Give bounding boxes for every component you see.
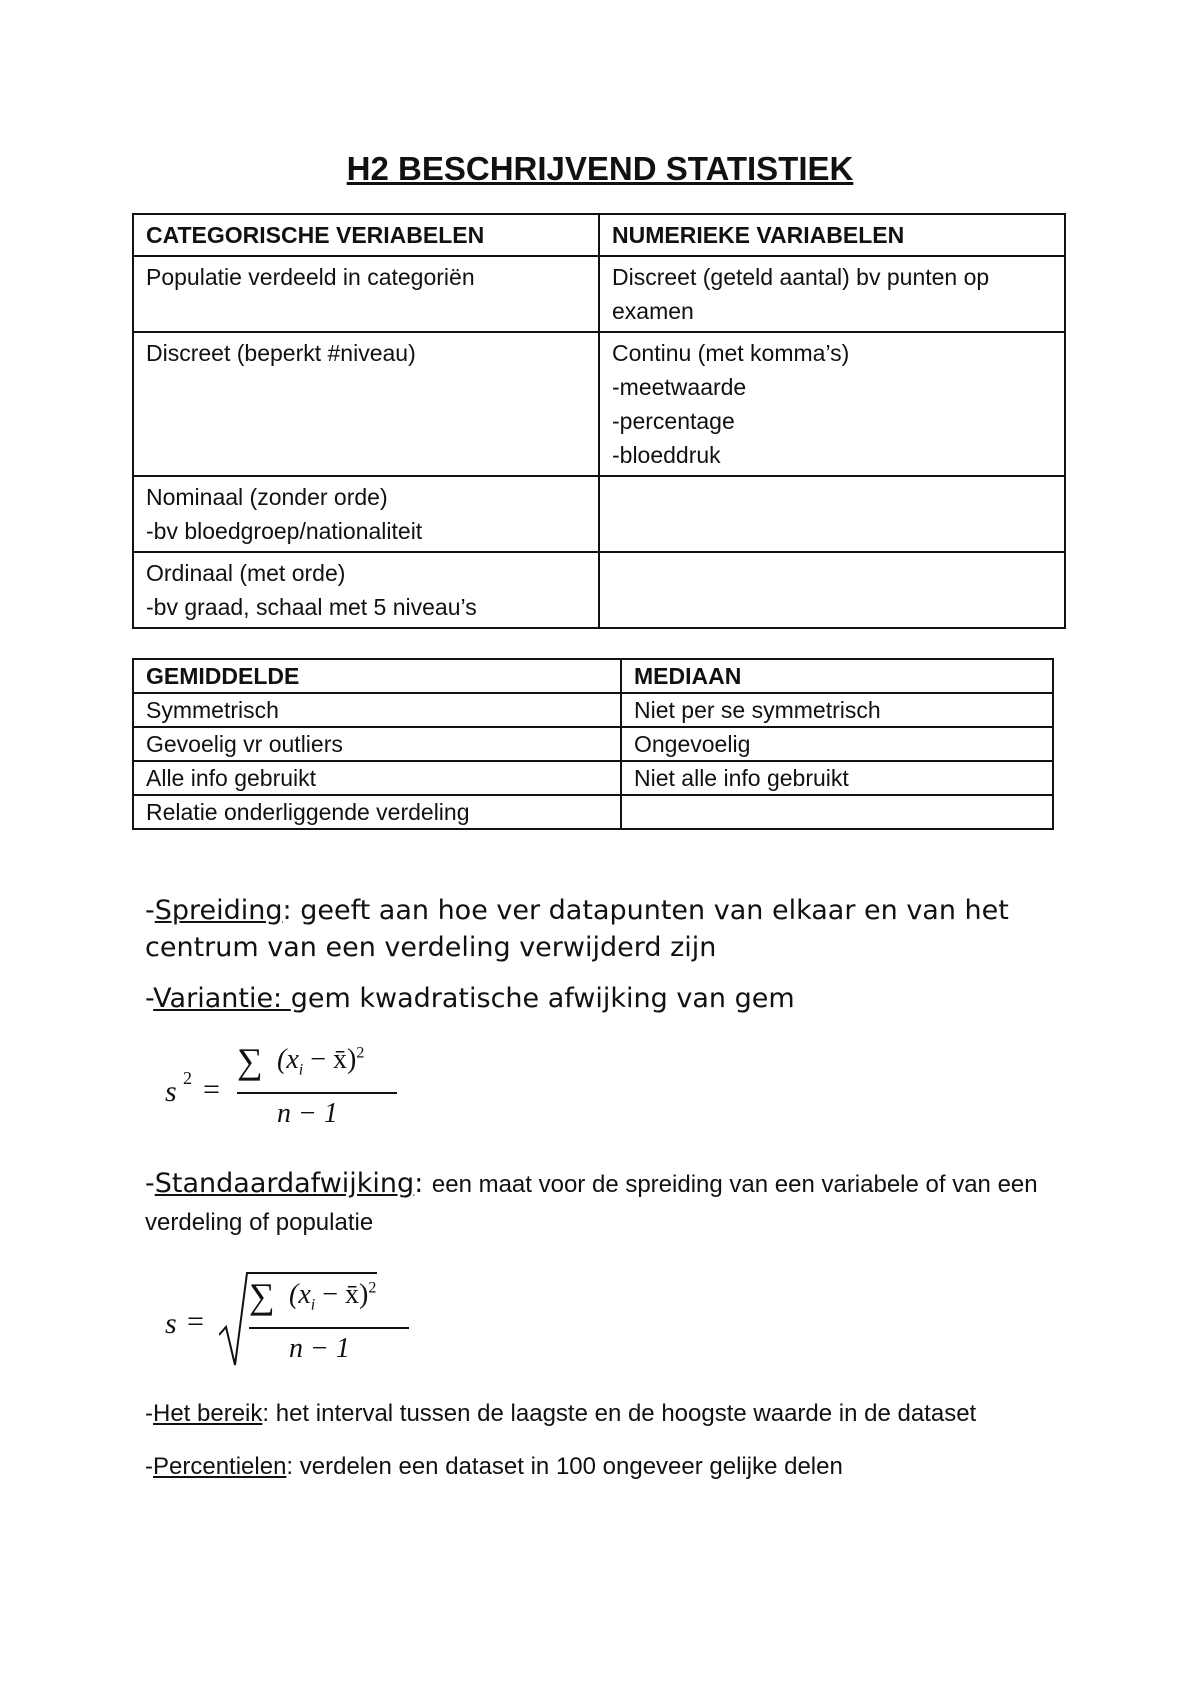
numerator-x: (x [277,1044,299,1075]
table-cell: Ongevoelig [621,727,1053,761]
numerator-mean: − x̄) [303,1044,357,1075]
numerator-subscript: i [310,1296,316,1314]
dash: - [145,983,154,1014]
fraction-bar [237,1092,397,1094]
standaardafwijking-text: een maat voor de spreiding van een variabele of van een verdeling of populatie [145,1171,1038,1236]
table-cell: Symmetrisch [133,693,621,727]
table-cell [599,552,1065,628]
standaardafwijking-paragraph [145,1165,1095,1241]
formula-numerator [289,1279,376,1315]
table-cell [599,256,1065,332]
numerator-exponent: 2 [368,1279,377,1297]
numerator-mean: − x̄) [315,1279,369,1310]
cell-line: Discreet (beperkt #niveau) [146,340,416,366]
table-cell: Gevoelig vr outliers [133,727,621,761]
percentielen-paragraph [145,1448,1095,1485]
numerator-subscript: i [298,1061,304,1079]
table-cell [599,332,1065,476]
percentielen-term: Percentielen [153,1453,287,1480]
variantie-term: Variantie: [153,983,291,1014]
numerator-exponent: 2 [356,1044,365,1062]
cell-line: Nominaal (zonder orde) [146,484,388,510]
sum-symbol: ∑ [237,1041,263,1081]
cell-line: -percentage [612,408,735,434]
variantie-paragraph [145,980,1095,1017]
cell-line: -bloeddruk [612,442,721,468]
formula-numerator [277,1044,364,1080]
dash: - [145,895,155,926]
formula-equals: = [203,1073,220,1106]
variantie-text: gem kwadratische afwijking van gem [290,983,795,1014]
cell-line: -meetwaarde [612,374,747,400]
cell-line: examen [612,298,694,324]
bereik-paragraph [145,1395,1095,1432]
bereik-text: : het interval tussen de laagste en de hoogste waarde in de dataset [262,1400,977,1427]
table-header-cell: CATEGORISCHE VERIABELEN [133,214,599,256]
spreiding-term: Spreiding [154,895,283,926]
table-cell [133,552,599,628]
table-row [133,552,1065,628]
formula-lhs-exponent: 2 [183,1068,192,1088]
standaardafwijking-term: Standaardafwijking [154,1168,415,1199]
formula-equals: = [187,1305,204,1338]
sum-symbol: ∑ [249,1276,275,1316]
cell-line: Discreet (geteld aantal) bv punten op [612,264,990,290]
variance-formula [165,1040,405,1140]
cell-line: Ordinaal (met orde) [146,560,346,586]
variables-table [132,213,1066,629]
page-title: H2 BESCHRIJVEND STATISTIEK [346,150,854,187]
table-cell: Niet alle info gebruikt [621,761,1053,795]
table-row [133,476,1065,552]
table-row [133,693,1053,727]
table-header-row [133,659,1053,693]
table-cell [133,256,599,332]
table-row [133,727,1053,761]
dash: - [145,1400,153,1427]
percentielen-text: : verdelen een dataset in 100 ongeveer gelijke delen [286,1453,843,1480]
cell-line: Continu (met komma’s) [612,340,850,366]
table-cell [621,795,1053,829]
colon: : [414,1168,432,1199]
numerator-x: (x [289,1279,311,1310]
table-header-cell: NUMERIEKE VARIABELEN [599,214,1065,256]
dash: - [145,1168,155,1199]
sd-formula [165,1265,425,1375]
formula-lhs: s [165,1075,177,1108]
table-cell: Alle info gebruikt [133,761,621,795]
cell-line: Populatie verdeeld in categoriën [146,264,475,290]
table-row [133,761,1053,795]
fraction-bar [249,1327,409,1329]
table-cell [133,332,599,476]
table-cell [133,476,599,552]
spreiding-text: : geeft aan hoe ver datapunten van elkaar en van het centrum van een verdeling verwijderd zijn [145,895,1009,963]
formula-denominator: n − 1 [289,1333,350,1364]
table-header-cell: MEDIAAN [621,659,1053,693]
table-row [133,332,1065,476]
table-header-cell: GEMIDDELDE [133,659,621,693]
table-cell [599,476,1065,552]
table-row [133,795,1053,829]
formula-lhs: s [165,1307,177,1340]
spreiding-paragraph [145,892,1095,966]
table-header-row [133,214,1065,256]
cell-line: -bv graad, schaal met 5 niveau’s [146,594,477,620]
cell-line: -bv bloedgroep/nationaliteit [146,518,423,544]
formula-denominator: n − 1 [277,1098,338,1129]
table-cell: Niet per se symmetrisch [621,693,1053,727]
dash: - [145,1453,153,1480]
bereik-term: Het bereik [153,1400,263,1427]
table-cell: Relatie onderliggende verdeling [133,795,621,829]
table-row [133,256,1065,332]
mean-median-table [132,658,1054,830]
